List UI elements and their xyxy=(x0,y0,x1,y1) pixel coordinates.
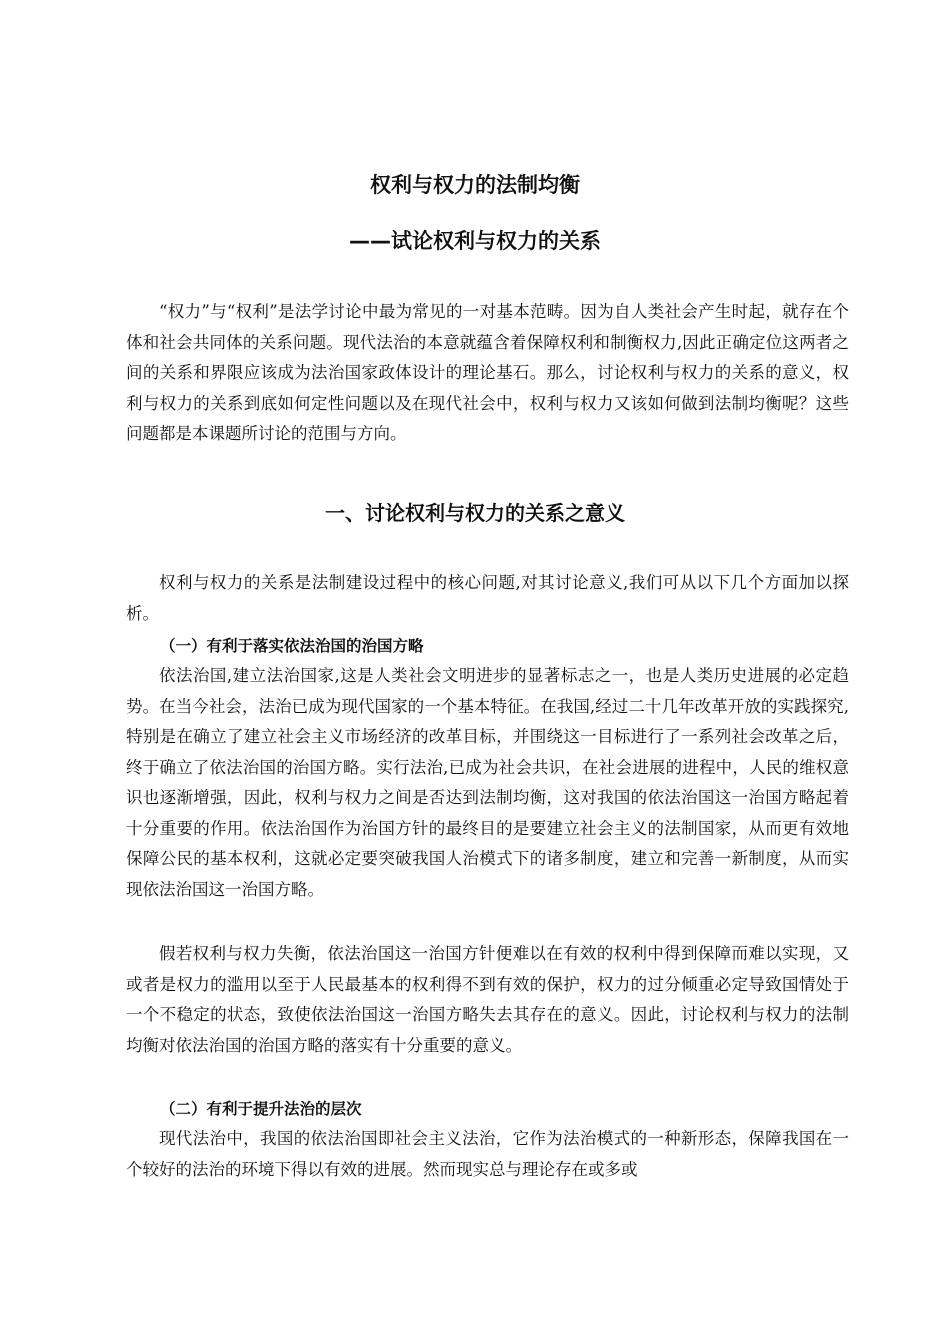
section-lead-paragraph: 权利与权力的关系是法制建设过程中的核心问题,对其讨论意义,我们可从以下几个方面加以探析。 xyxy=(126,573,849,623)
document-subtitle: ——试论权利与权力的关系 xyxy=(349,229,601,253)
intro-paragraph: “权力”与“权利”是法学讨论中最为常见的一对基本范畴。因为自人类社会产生时起，就存在个体和社会共同体的关系问题。现代法治的本意就蕴含着保障权利和制衡权力,因此正确定位这两者之间的关系和界限应该成为法治国家政体设计的理论基石。那么，讨论权利与权力的关系的意义，权利与权力的关系到底如何定性问题以及在现代社会中，权利与权力又该如何做到法制均衡呢？这些问题都是本课题所讨论的范围与方向。 xyxy=(126,302,849,443)
subsection-1-paragraph-2: 假若权利与权力失衡，依法治国这一治国方针便难以在有效的权利中得到保障而难以实现，又或者是权力的滥用以至于人民最基本的权利得不到有效的保护，权力的过分倾重必定导致国情处于一个不稳定的状态，致使依法治国这一治国方略失去其存在的意义。因此，讨论权利与权力的法制均衡对依法治国的治国方略的落实有十分重要的意义。 xyxy=(126,944,849,1055)
subsection-2-paragraph-1: 现代法治中，我国的依法治国即社会主义法治，它作为法治模式的一种新形态，保障我国在一个较好的法治的环境下得以有效的进展。然而现实总与理论存在或多或 xyxy=(126,1129,849,1179)
subsection-1-paragraph-1: 依法治国,建立法治国家,这是人类社会文明进步的显著标志之一，也是人类历史进展的必定趋势。在当今社会，法治已成为现代国家的一个基本特征。在我国,经过二十几年改革开放的实践探究,特别是在确立了建立社会主义市场经济的改革目标，并围绕这一目标进行了一系列社会改革之后，终于确立了依法治国的治国方略。实行法治,已成为社会共识，在社会进展的进程中，人民的维权意识也逐渐增强，因此，权利与权力之间是否达到法制均衡，这对我国的依法治国这一治国方略起着十分重要的作用。依法治国作为治国方针的最终目的是要建立社会主义的法制国家，从而更有效地保障公民的基本权利，这就必定要突破我国人治模式下的诸多制度，建立和完善一新制度，从而实现依法治国这一治国方略。 xyxy=(126,666,849,899)
document-title: 权利与权力的法制均衡 xyxy=(370,173,580,197)
subsection-heading-2: （二）有利于提升法治的层次 xyxy=(160,1100,362,1118)
section-heading: 一、讨论权利与权力的关系之意义 xyxy=(325,501,625,525)
subsection-heading-1: （一）有利于落实依法治国的治国方略 xyxy=(160,637,424,655)
